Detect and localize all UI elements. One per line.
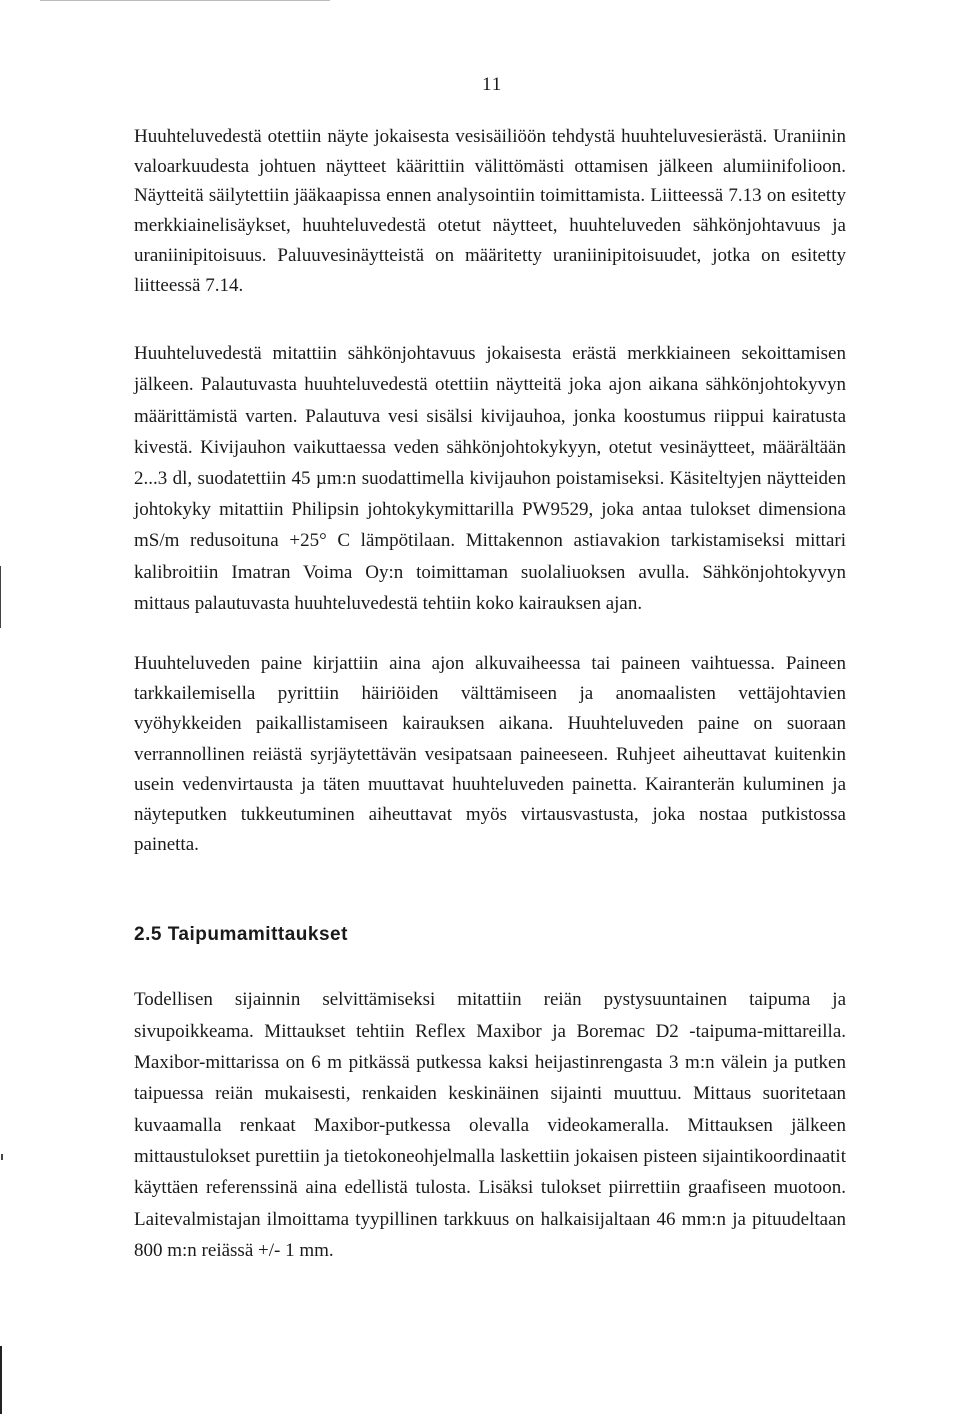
scan-edge-mark <box>1 1154 3 1160</box>
paragraph-conductivity-measurement: Huuhteluvedestä mitattiin sähkönjohtavuus jokaisesta erästä merkkiaineen sekoittamisen jälkeen. Palautuvasta huuhteluvedestä otettiin näytteitä joka ajon aikana sähkönjohtokyvyn määrittämistä varten. Palautuva vesi sisälsi kivijauhoa, jonka koostumus riippui kairatusta kivestä. Kivijauhon vaikuttaessa veden sähkönjohtokykyyn, otetut vesinäytteet, määrältään 2...3 dl, suodatettiin 45 µm:n suodattimella kivijauhon poistamiseksi. Käsiteltyjen näytteiden johtokyky mitattiin Philipsin johtokykymittarilla PW9529, joka antaa tulokset dimensiona mS/m redusoituna +25° C lämpötilaan. Mittakennon astiavakion tarkistamiseksi mittari kalibroitiin Imatran Voima Oy:n toimittaman suolaliuoksen avulla. Sähkönjohtokyvyn mittaus palautuvasta huuhteluvedestä tehtiin koko kairauksen ajan. <box>134 343 846 614</box>
paragraph-sample-collection: Huuhteluvedestä otettiin näyte jokaisesta vesisäiliöön tehdystä huuhteluvesierästä. Uraniinin valoarkuudesta johtuen näytteet käärittiin välittömästi ottamisen jälkeen alumiinifolioon. Näytteitä säilytettiin jääkaapissa ennen analysointiin toimittamista. Liitteessä 7.13 on esitetty merkkiainelisäykset, huuhteluvedestä otetut näytteet, huuhteluveden sähkönjohtavuus ja uraniinipitoisuus. Paluuvesinäytteistä on määritetty uraniinipitoisuudet, jotka on esitetty liitteessä 7.14. <box>134 126 846 296</box>
document-body <box>134 94 846 1266</box>
paragraph-deflection-measurements: Todellisen sijainnin selvittämiseksi mitattiin reiän pystysuuntainen taipuma ja sivupoikkeama. Mittaukset tehtiin Reflex Maxibor ja Boremac D2 -taipuma-mittareilla. Maxibor-mittarissa on 6 m pitkässä putkessa kaksi heijastinrengasta 3 m:n välein ja putken taipuessa reiän mukaisesti, renkaiden keskinäinen sijainti muuttuu. Mittaus suoritetaan kuvaamalla renkaat Maxibor-putkessa olevalla videokameralla. Mittauksen jälkeen mittaustulokset purettiin ja tietokoneohjelmalla laskettiin jokaisen pisteen sijaintikoordinaatit käyttäen referenssinä aina edellistä tulosta. Lisäksi tulokset piirrettiin graafiseen muotoon. Laitevalmistajan ilmoittama tyypillinen tarkkuus on halkaisijaltaan 46 mm:n ja pituudeltaan 800 m:n reiässä +/- 1 mm. <box>134 989 846 1261</box>
scan-edge-mark <box>40 0 330 1</box>
section-heading: 2.5 Taipumamittaukset <box>134 924 348 946</box>
page-number: 11 <box>482 74 503 95</box>
scan-edge-mark <box>0 1346 2 1414</box>
scan-edge-mark <box>0 566 1 628</box>
paragraph-flushing-pressure: Huuhteluveden paine kirjattiin aina ajon alkuvaiheessa tai paineen vaihtuessa. Paineen tarkkailemisella pyrittiin häiriöiden välttämiseen ja anomaalisten vettäjohtavien vyöhykkeiden paikallistamiseen kairauksen aikana. Huuhteluveden paine on suoraan verrannollinen reiästä syrjäytettävän vesipatsaan paineeseen. Ruhjeet aiheuttavat kuitenkin usein vedenvirtausta ja täten muuttavat huuhteluveden painetta. Kairanterän kuluminen ja näyteputken tukkeutuminen aiheuttavat myös virtausvastusta, joka nostaa putkistossa painetta. <box>134 653 846 856</box>
